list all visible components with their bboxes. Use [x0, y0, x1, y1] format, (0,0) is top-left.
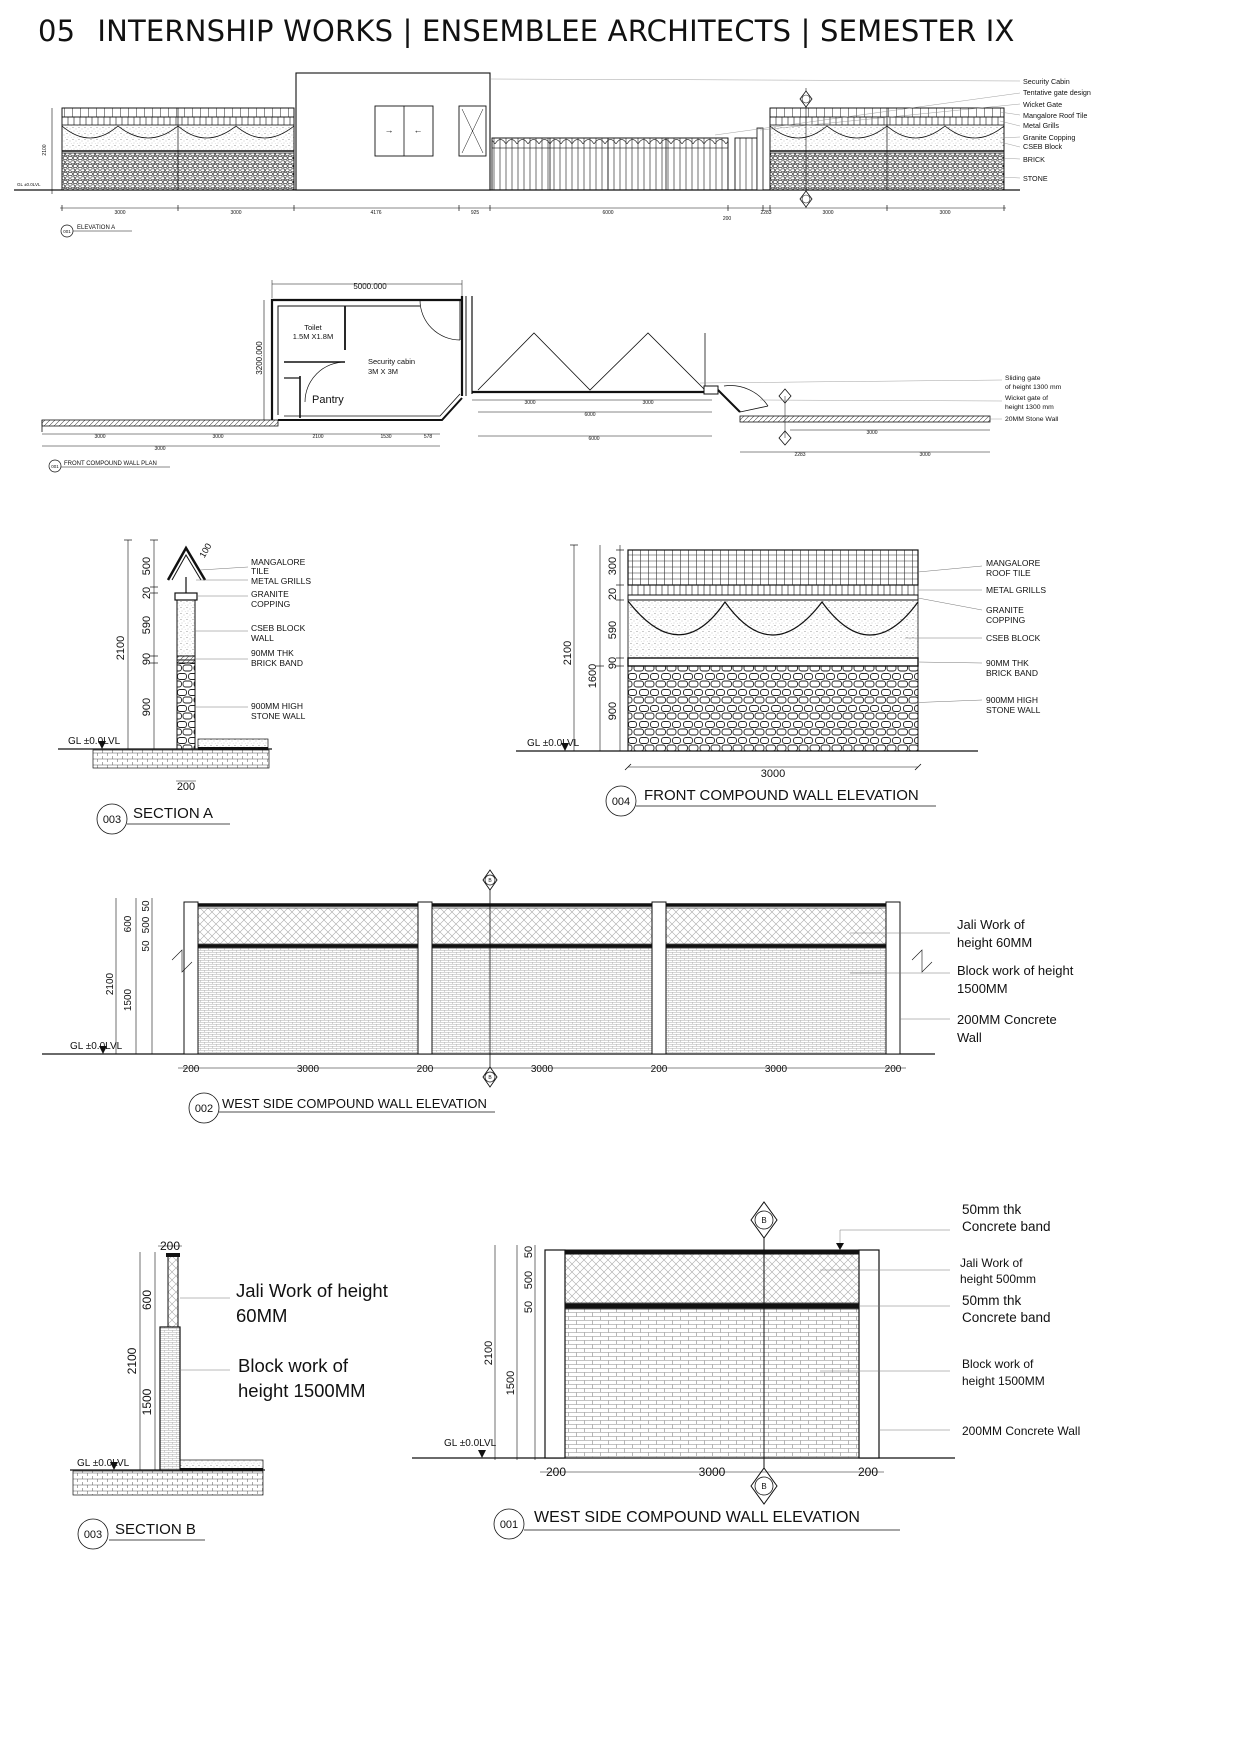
- dim-a-8: 3000: [822, 210, 834, 216]
- sliding-gate-panels: [478, 333, 705, 390]
- section-a-copping: [175, 593, 197, 600]
- dim-a-1: 3000: [114, 210, 126, 216]
- section-a-stone: [177, 663, 195, 749]
- sa-label-brick-2: BRICK BAND: [251, 658, 303, 668]
- note-sliding-height: of height 1300 mm: [1005, 384, 1062, 391]
- we1-left-column: [545, 1250, 565, 1458]
- cabin-size: 3M X 3M: [368, 367, 399, 376]
- we1-dims-v: [483, 1246, 535, 1395]
- sa-dim-2100: 2100: [115, 635, 127, 661]
- toilet-size: 1.5M X1.8M: [292, 332, 334, 341]
- we2-dim-2100: 2100: [105, 972, 116, 996]
- elevation-a-title-text: ELEVATION A: [77, 225, 116, 231]
- we2-label-wall-2: Wall: [957, 1030, 982, 1045]
- we2-label-block-2: 1500MM: [957, 981, 1008, 996]
- elevation-a-labels: [1023, 77, 1091, 183]
- we2-dim-500: 500: [141, 916, 152, 934]
- sa-label-copping-1: GRANITE: [251, 589, 289, 599]
- fe-label-cseb: CSEB BLOCK: [986, 633, 1041, 643]
- dim-a-9: 3000: [939, 210, 951, 216]
- plan-dim-l2: 3000: [212, 434, 224, 440]
- section-a-brick-band: [177, 656, 195, 663]
- sa-dim-900: 900: [141, 697, 153, 717]
- we2-dim-1500: 1500: [123, 988, 134, 1012]
- label-roof-tile: Mangalore Roof Tile: [1023, 111, 1088, 120]
- we1-dim-2100: 2100: [483, 1340, 495, 1366]
- elevation-a-title: [61, 225, 132, 237]
- dim-a-2: 3000: [230, 210, 242, 216]
- west-elevation-001: [412, 1202, 1080, 1539]
- fe-dim-2100: 2100: [562, 640, 574, 666]
- section-a-leaders: [195, 567, 248, 707]
- plan-dims-left: [94, 434, 432, 452]
- we2-dimh-5: 200: [650, 1064, 668, 1075]
- we2-dims-v: [105, 900, 152, 1011]
- label-security-cabin: Security Cabin: [1023, 77, 1070, 86]
- we2-marker-bottom-label: B: [488, 1075, 492, 1081]
- front-elev-title-text: FRONT COMPOUND WALL ELEVATION: [644, 787, 919, 804]
- section-a-title: [97, 804, 230, 834]
- fe-dim-590: 590: [607, 620, 619, 640]
- plan-dim-r3: 6000: [584, 412, 596, 418]
- fe-dim-900: 900: [607, 701, 619, 721]
- we1-right-column: [859, 1250, 879, 1458]
- we2-dimh-3: 200: [416, 1064, 434, 1075]
- fe-label-grills: METAL GRILLS: [986, 585, 1046, 595]
- sb-labels: [236, 1280, 388, 1401]
- we2-dim-50b: 50: [141, 940, 152, 952]
- west-elevation-002: [42, 870, 1074, 1123]
- fe-label-copping-1: GRANITE: [986, 605, 1024, 615]
- gl-label: GL ±0.0LVL: [17, 182, 41, 187]
- front-elev-copping: [628, 595, 918, 600]
- sa-label-grills: METAL GRILLS: [251, 576, 311, 586]
- section-marker-top: [800, 91, 812, 107]
- sa-label-tile-2: TILE: [251, 566, 269, 576]
- fe-label-tile-2: ROOF TILE: [986, 568, 1031, 578]
- we1-label-band-1b: Concrete band: [962, 1219, 1051, 1234]
- note-wicket-gate: Wicket gate of: [1005, 395, 1049, 402]
- sb-label-block-2: height 1500MM: [238, 1380, 366, 1401]
- toilet-label: Toilet: [304, 323, 322, 332]
- label-wicket-gate: Wicket Gate: [1023, 100, 1063, 109]
- we2-dims-h: [183, 1064, 902, 1075]
- plan-side-dim: 3200.000: [255, 341, 264, 375]
- window-arrow-left-icon: ←: [413, 125, 423, 135]
- plan-left-wall: [42, 420, 278, 426]
- we2-dimh-6: 3000: [764, 1064, 788, 1075]
- plan-dim-l1: 3000: [94, 434, 106, 440]
- fe-label-copping-2: COPPING: [986, 615, 1026, 625]
- we2-title: [189, 1093, 495, 1123]
- label-metal-grills: Metal Grills: [1023, 121, 1059, 130]
- section-a-footing: [93, 750, 269, 768]
- we1-dim-1500: 1500: [505, 1370, 517, 1396]
- left-wall-panel: [62, 108, 294, 190]
- fe-label-stone-1: 900MM HIGH: [986, 695, 1038, 705]
- front-compound-wall-elevation: [516, 545, 1046, 816]
- we2-label-jali-2: height 60MM: [957, 935, 1033, 950]
- we2-label-wall-1: 200MM Concrete: [957, 1012, 1057, 1027]
- we2-dimh-4: 3000: [530, 1064, 554, 1075]
- plan-note-leaders: [700, 380, 1002, 419]
- front-elev-tag: 004: [611, 796, 631, 808]
- we2-dimh-2: 3000: [296, 1064, 320, 1075]
- we1-label-block-2: height 1500MM: [962, 1374, 1045, 1388]
- sb-dim-2100: 2100: [125, 1347, 139, 1375]
- sb-footing: [73, 1471, 263, 1495]
- front-compound-wall-plan: [42, 280, 1062, 472]
- we1-block: [565, 1309, 859, 1458]
- we2-title-text: WEST SIDE COMPOUND WALL ELEVATION: [222, 1096, 487, 1111]
- fe-dim-90: 90: [607, 656, 619, 670]
- sa-dim-500: 500: [141, 556, 153, 576]
- note-stone-wall: 20MM Stone Wall: [1005, 416, 1059, 423]
- we2-label-jali-1: Jali Work of: [957, 917, 1025, 932]
- window-arrow-right-icon: →: [384, 125, 394, 135]
- sa-dim-590: 590: [141, 615, 153, 635]
- sb-label-jali-2: 60MM: [236, 1305, 288, 1326]
- we1-dimh-3: 200: [857, 1465, 879, 1479]
- fe-dim-1600: 1600: [587, 663, 599, 689]
- dim-a-5: 6000: [602, 210, 614, 216]
- we1-tag: 001: [499, 1519, 519, 1531]
- we1-title: [494, 1509, 900, 1539]
- plan-cabin: [272, 296, 466, 420]
- we2-gl: GL ±0.0LVL: [70, 1041, 123, 1052]
- we1-label-wall: 200MM Concrete Wall: [962, 1424, 1081, 1438]
- we2-labels: [957, 917, 1074, 1045]
- section-b: [70, 1239, 388, 1549]
- section-a-cseb: [177, 600, 195, 660]
- sb-label-jali-1: Jali Work of height: [236, 1280, 388, 1301]
- we2-dimh-7: 200: [884, 1064, 902, 1075]
- we1-marker-bottom-label: B: [761, 1482, 767, 1491]
- sa-label-tile-1: MANGALORE: [251, 557, 306, 567]
- sa-label-stone-2: STONE WALL: [251, 711, 306, 721]
- fe-label-stone-2: STONE WALL: [986, 705, 1041, 715]
- label-stone: STONE: [1023, 174, 1048, 183]
- plan-dim-r2: 3000: [642, 400, 654, 406]
- plan-dim-r5: 2283: [794, 452, 806, 458]
- we1-label-band-2a: 50mm thk: [962, 1293, 1022, 1308]
- sa-label-stone-1: 900MM HIGH: [251, 701, 303, 711]
- front-elev-gl: GL ±0.0LVL: [527, 738, 580, 749]
- dim-a-4: 925: [470, 210, 480, 216]
- plan-right-wall: [740, 416, 990, 422]
- sb-dim-1500: 1500: [140, 1388, 154, 1416]
- sb-gl: GL ±0.0LVL: [77, 1458, 130, 1469]
- we2-label-block-1: Block work of height: [957, 963, 1074, 978]
- plan-title-text: FRONT COMPOUND WALL PLAN: [64, 461, 157, 467]
- dim-a-3: 4176: [370, 210, 382, 216]
- security-cabin: [296, 73, 490, 190]
- we1-dimh-2: 3000: [698, 1465, 726, 1479]
- cabin-door-swing: [420, 300, 460, 340]
- cabin-label: Security cabin: [368, 357, 416, 366]
- we1-label-block-1: Block work of: [962, 1357, 1034, 1371]
- we1-labels: [960, 1202, 1080, 1438]
- dim-a-6: 200: [722, 216, 732, 222]
- section-a-tag: 003: [102, 814, 122, 826]
- plan-dim-r7: 3000: [919, 452, 931, 458]
- main-sliding-gate: [492, 138, 728, 190]
- we1-marker-top-label: B: [761, 1216, 767, 1225]
- plan-dim-r1: 3000: [524, 400, 536, 406]
- note-sliding-gate: Sliding gate: [1005, 375, 1041, 382]
- we2-dimh-1: 200: [182, 1064, 200, 1075]
- label-granite-copping: Granite Copping: [1023, 133, 1076, 142]
- label-brick: BRICK: [1023, 155, 1045, 164]
- fe-label-brick-2: BRICK BAND: [986, 668, 1038, 678]
- fe-dim-20: 20: [607, 587, 619, 601]
- gate-post: [704, 386, 718, 394]
- plan-notes: [1005, 375, 1062, 423]
- we2-marker-top-label: B: [488, 878, 492, 884]
- front-elev-stone: [628, 666, 918, 751]
- sa-dim-200: 200: [176, 781, 196, 793]
- section-a: [58, 540, 311, 834]
- right-wall-panel: [770, 108, 1004, 190]
- fe-width-dim: 3000: [760, 768, 786, 780]
- front-elev-brick-band: [628, 658, 918, 666]
- sa-label-copping-2: COPPING: [251, 599, 291, 609]
- we1-label-jali-1: Jali Work of: [960, 1256, 1023, 1270]
- dim-a-7: 2283: [760, 210, 772, 216]
- front-elev-dims: [562, 557, 619, 720]
- plan-dim-l3: 3000: [154, 446, 166, 452]
- elevation-a-tag: 001: [63, 229, 71, 234]
- we1-label-jali-2: height 500mm: [960, 1272, 1037, 1286]
- front-elev-title: [606, 786, 936, 816]
- plan-dim-r4: 6000: [588, 436, 600, 442]
- we1-dimh-1: 200: [545, 1465, 567, 1479]
- sa-label-cseb-1: CSEB BLOCK: [251, 623, 306, 633]
- elevation-a-dims: [114, 210, 950, 222]
- section-marker-bottom: [800, 191, 812, 207]
- sa-dim-100: 100: [197, 541, 214, 560]
- we1-gl: GL ±0.0LVL: [444, 1438, 497, 1449]
- we1-label-band-1a: 50mm thk: [962, 1202, 1022, 1217]
- plan-dim-l5: 1530: [380, 434, 392, 440]
- front-elev-roof-tile: [628, 550, 918, 585]
- sb-dim-200: 200: [159, 1239, 181, 1253]
- fe-label-brick-1: 90MM THK: [986, 658, 1029, 668]
- sb-block: [160, 1327, 180, 1470]
- plan-title: [49, 460, 170, 472]
- plan-dim-l4: 2100: [312, 434, 324, 440]
- sheet-number: 05: [38, 14, 76, 48]
- we2-panels: [198, 908, 886, 1054]
- sa-dim-20: 20: [141, 586, 153, 600]
- we2-tag: 002: [194, 1103, 214, 1115]
- fe-label-tile-1: MANGALORE: [986, 558, 1041, 568]
- we2-dim-600: 600: [123, 915, 134, 933]
- plan-dims-right: [524, 400, 930, 458]
- we1-dim-50a: 50: [523, 1245, 535, 1259]
- sb-tag: 003: [83, 1529, 103, 1541]
- front-elev-labels: [986, 558, 1046, 715]
- sa-label-cseb-2: WALL: [251, 633, 274, 643]
- pantry-label: Pantry: [312, 394, 344, 406]
- plan-dim-l6: 578: [423, 434, 433, 440]
- height-dim: 2100: [42, 144, 48, 156]
- we1-title-text: WEST SIDE COMPOUND WALL ELEVATION: [534, 1509, 860, 1526]
- label-gate-design: Tentative gate design: [1023, 88, 1091, 97]
- we1-dim-500: 500: [523, 1270, 535, 1290]
- we2-dim-50a: 50: [141, 900, 152, 912]
- sb-jali: [168, 1255, 178, 1327]
- section-a-labels: [251, 557, 311, 721]
- plan-tag: 001: [51, 464, 59, 469]
- section-a-title-text: SECTION A: [133, 805, 214, 822]
- sb-label-block-1: Block work of: [238, 1355, 349, 1376]
- front-elev-grills: [628, 585, 918, 595]
- we1-jali: [565, 1254, 859, 1303]
- sa-dim-90: 90: [141, 652, 153, 666]
- sb-title: [78, 1519, 205, 1549]
- sb-title-text: SECTION B: [115, 1521, 196, 1538]
- elevation-a: [14, 73, 1091, 237]
- label-cseb-block: CSEB Block: [1023, 142, 1063, 151]
- we1-label-band-2b: Concrete band: [962, 1310, 1051, 1325]
- sa-label-brick-1: 90MM THK: [251, 648, 294, 658]
- sheet-title: INTERNSHIP WORKS | ENSEMBLEE ARCHITECTS | SEMESTER IX: [97, 14, 1015, 48]
- plan-dim-r6: 3000: [866, 430, 878, 436]
- plan-top-dim: 5000.000: [353, 282, 387, 291]
- note-wicket-height: height 1300 mm: [1005, 404, 1054, 411]
- we1-dim-50b: 50: [523, 1300, 535, 1314]
- wicket-gate: [735, 128, 763, 190]
- sb-dim-600: 600: [140, 1289, 154, 1311]
- fe-dim-300: 300: [607, 556, 619, 576]
- sb-leaders: [180, 1298, 230, 1370]
- section-a-gl: GL ±0.0LVL: [68, 736, 121, 747]
